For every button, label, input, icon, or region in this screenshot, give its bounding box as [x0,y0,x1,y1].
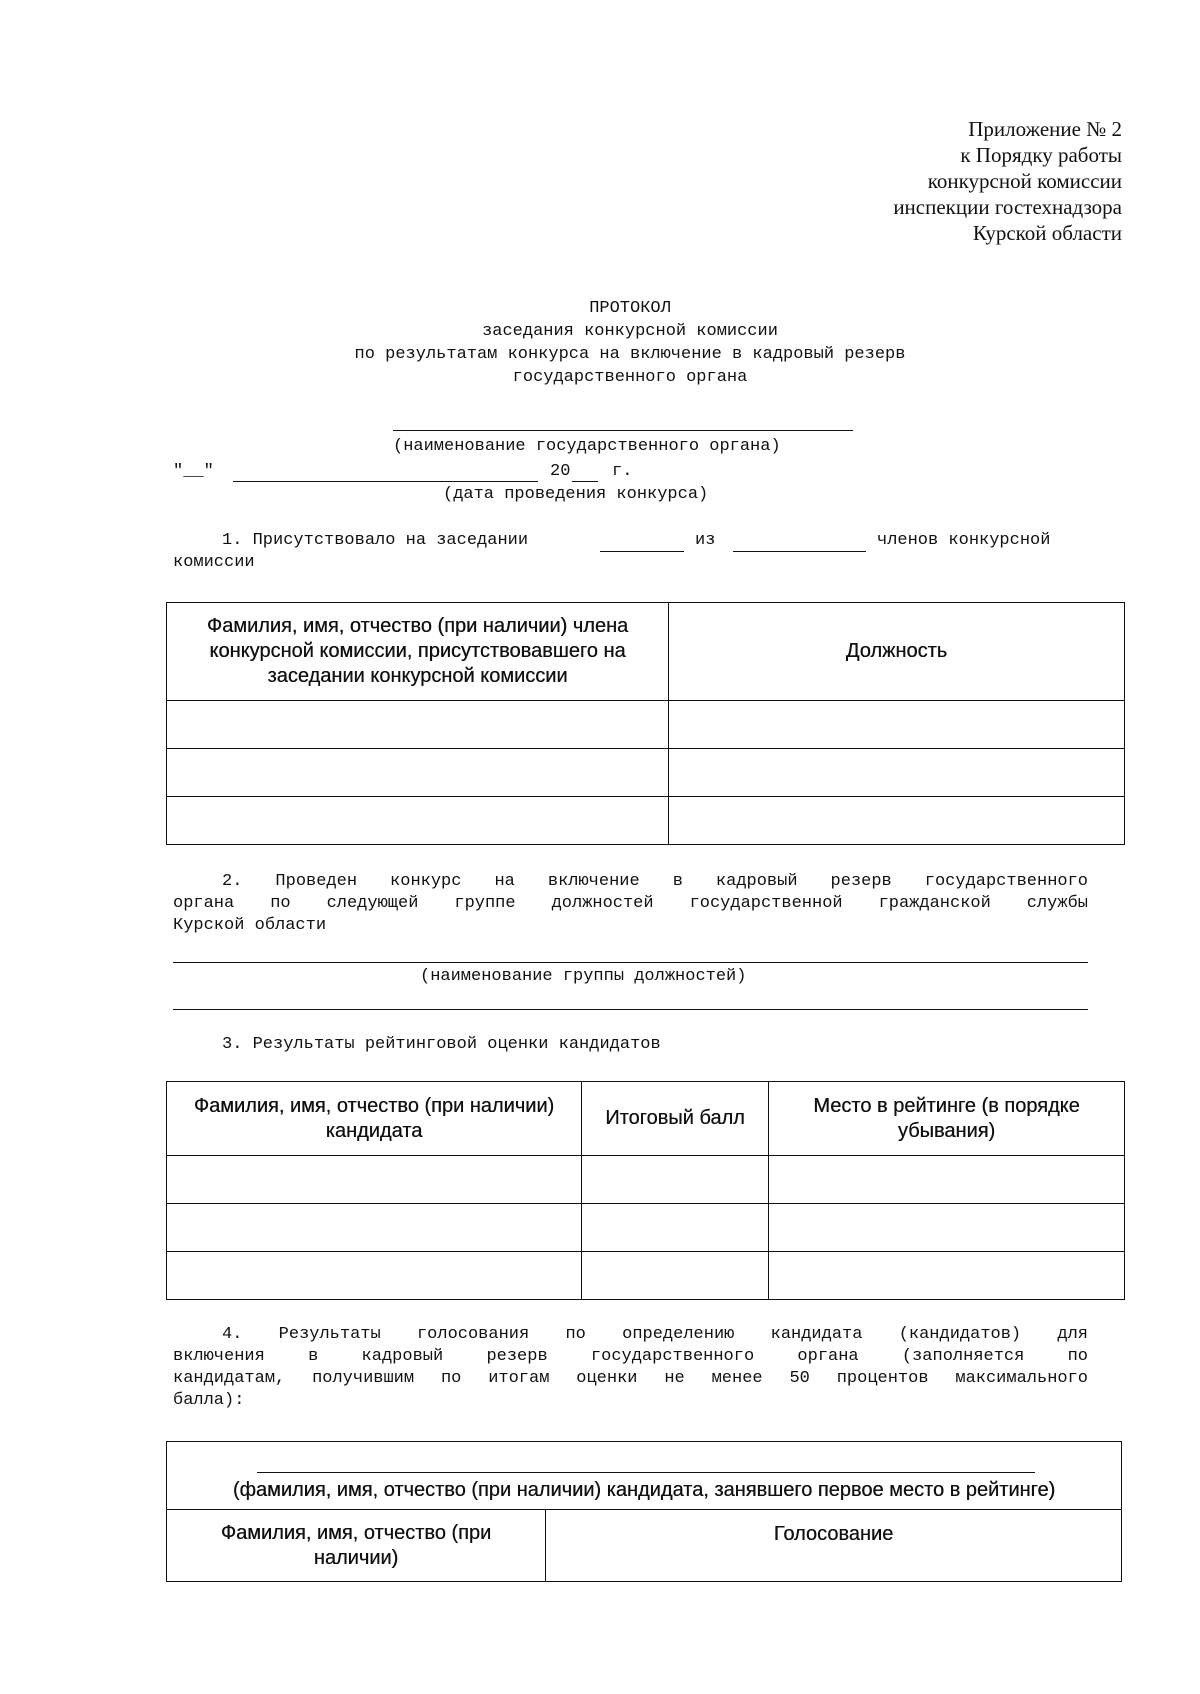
position-cell[interactable] [669,701,1125,749]
members-table [166,602,1125,845]
section4-line: включения в кадровый резерв государственного органа (заполняется по [173,1347,1088,1366]
section1-text: 1. Присутствовало на заседании [222,531,529,550]
date-month-field[interactable] [233,481,538,482]
title-protocol: ПРОТОКОЛ [589,299,671,318]
table-row [167,797,1125,845]
appendix-line: к Порядку работы [960,143,1122,167]
total-score-cell[interactable] [582,1204,769,1252]
appendix-line: Приложение № 2 [968,117,1122,141]
candidate-caption-row [167,1442,1122,1510]
rating-place-cell[interactable] [769,1156,1125,1204]
total-score-cell[interactable] [582,1156,769,1204]
table-row [167,1252,1125,1300]
rating-table [166,1081,1125,1300]
total-members-field[interactable] [733,551,866,552]
section2-text [173,871,1088,937]
appendix-header [893,116,1122,246]
table-row [167,749,1125,797]
document-title [0,297,1200,389]
rating-place-header: Место в рейтинге (в порядке убывания) [769,1082,1125,1156]
member-name-cell[interactable] [167,749,669,797]
voting-header: Голосование [546,1510,1122,1582]
member-name-cell[interactable] [167,701,669,749]
first-place-candidate-caption: (фамилия, имя, отчество (при наличии) кандидата, занявшего первое место в рейтинге) [232,1479,1056,1501]
candidate-name-cell[interactable] [167,1156,582,1204]
position-cell[interactable] [669,749,1125,797]
table-header-row [167,1510,1122,1582]
table-header-row [167,1082,1125,1156]
date-year-field[interactable] [572,481,598,482]
position-group-caption: (наименование группы должностей) [420,967,747,986]
candidate-name-cell[interactable] [167,1252,582,1300]
section1-text: из [695,531,716,550]
first-place-candidate-field[interactable] [257,1472,1035,1473]
appendix-line: конкурсной комиссии [927,169,1122,193]
rating-place-cell[interactable] [769,1252,1125,1300]
present-count-field[interactable] [600,551,684,552]
section4-line: кандидатам, получившим по итогам оценки не менее 50 процентов максимального [173,1369,1088,1388]
organ-name-caption: (наименование государственного органа) [393,437,781,456]
appendix-line: Курской области [972,221,1122,245]
voter-name-header: Фамилия, имя, отчество (при наличии) [167,1510,546,1582]
section2-line: 2. Проведен конкурс на включение в кадровый резерв государственного [222,872,1088,891]
section2-line: органа по следующей группе должностей государственной гражданской службы [173,894,1088,913]
date-year-suffix: г. [612,462,633,481]
section4-line: 4. Результаты голосования по определению кандидата (кандидатов) для [222,1325,1088,1344]
voting-table [166,1441,1122,1582]
title-line: по результатам конкурса на включение в кадровый резерв [354,345,906,364]
first-place-candidate-cell[interactable] [167,1442,1122,1510]
table-header-row [167,603,1125,701]
date-caption: (дата проведения конкурса) [443,485,709,504]
position-group-field-extra[interactable] [173,1009,1088,1010]
title-line: государственного органа [512,368,748,387]
section4-text [173,1324,1088,1412]
title-line: заседания конкурсной комиссии [482,322,778,341]
table-row [167,1204,1125,1252]
member-name-header: Фамилия, имя, отчество (при наличии) члена конкурсной комиссии, присутствовавшего на заседании конкурсной комиссии [167,603,669,701]
position-header: Должность [669,603,1125,701]
member-name-cell[interactable] [167,797,669,845]
organ-name-field[interactable] [393,430,853,431]
rating-place-cell[interactable] [769,1204,1125,1252]
table-row [167,701,1125,749]
position-cell[interactable] [669,797,1125,845]
date-year-prefix: 20 [550,462,571,481]
section4-line: балла): [173,1391,245,1410]
total-score-header: Итоговый балл [582,1082,769,1156]
section1-text: членов конкурсной [877,531,1051,550]
date-day-quote[interactable]: "__" [173,462,214,481]
section1-text: комиссии [173,553,255,572]
total-score-cell[interactable] [582,1252,769,1300]
section2-line: Курской области [173,916,327,935]
position-group-field[interactable] [173,962,1088,963]
section3-heading: 3. Результаты рейтинговой оценки кандидатов [222,1035,661,1054]
candidate-name-cell[interactable] [167,1204,582,1252]
table-row [167,1156,1125,1204]
appendix-line: инспекции гостехнадзора [893,195,1122,219]
candidate-name-header: Фамилия, имя, отчество (при наличии) кандидата [167,1082,582,1156]
